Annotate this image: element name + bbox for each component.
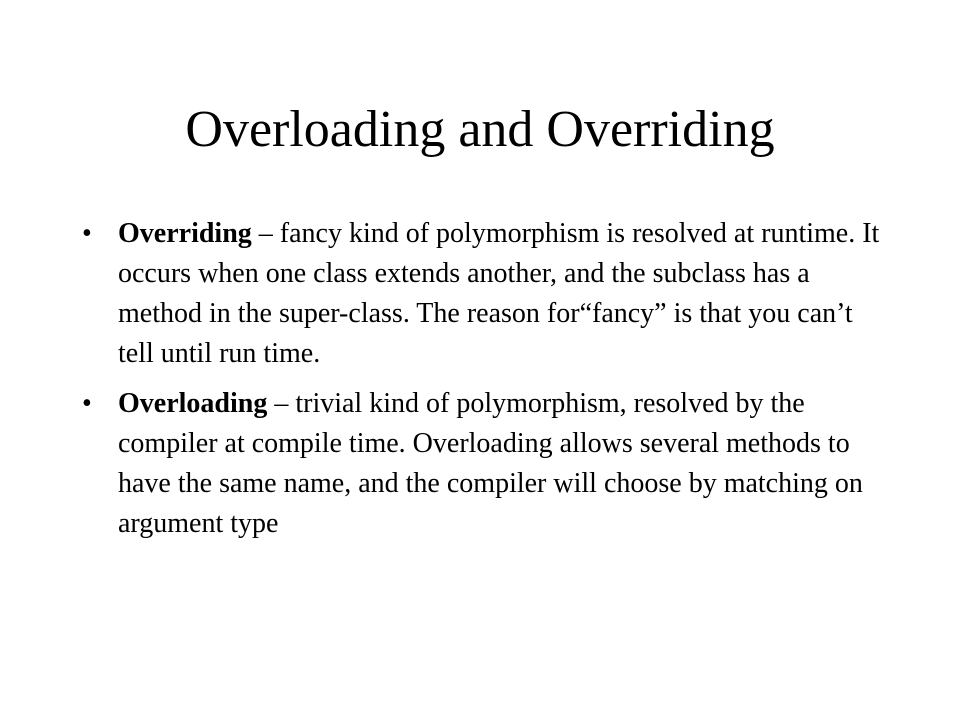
slide-title: Overloading and Overriding [185, 101, 775, 158]
bullet-term: Overloading [118, 388, 268, 419]
bullet-text: – trivial kind of polymorphism, resolved by the compiler at compile time. Overloading allows several methods to have the same name, and the compiler will choose by matching on argument type [118, 388, 863, 539]
bullet-item-overriding [82, 214, 882, 374]
bullet-text: – fancy kind of polymorphism is resolved at runtime. It occurs when one class extends another, and the subclass has a method in the super-class. The reason for“fancy” is that you can’t tell until run time. [118, 218, 880, 369]
bullet-list [82, 214, 882, 554]
bullet-term: Overriding [118, 218, 252, 249]
bullet-item-overloading [82, 384, 882, 544]
bullet-marker: • [82, 218, 92, 249]
bullet-marker: • [82, 388, 92, 419]
